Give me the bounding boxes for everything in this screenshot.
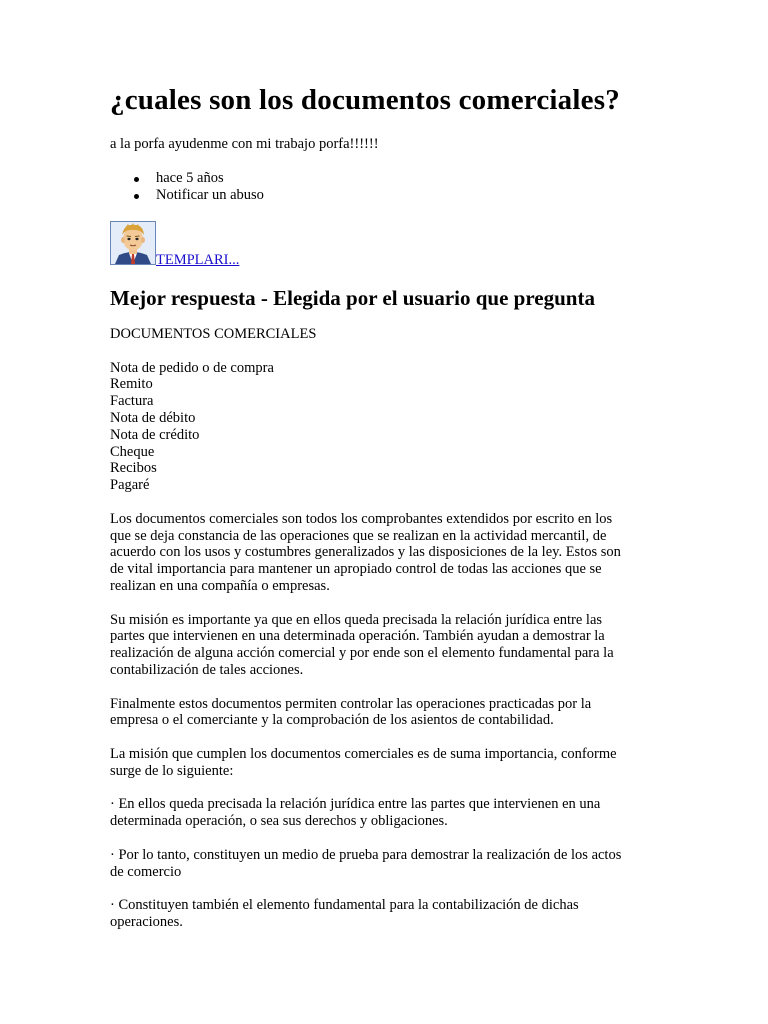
paragraph-line: partes que intervienen en una determinada operación. También ayudan a demostrar la (110, 628, 605, 645)
author-name-link[interactable]: TEMPLARI... (156, 252, 240, 268)
paragraph-line: determinada operación, o sea sus derechos y obligaciones. (110, 813, 448, 830)
paragraph-line: contabilización de tales acciones. (110, 661, 304, 678)
answer-paragraph (110, 897, 658, 931)
answer-paragraph (110, 511, 658, 595)
best-answer-body (110, 326, 658, 947)
paragraph-line: que se deja constancia de las operaciones que se realizan en la actividad mercantil, de (110, 527, 607, 544)
document-item: Factura (110, 393, 154, 410)
document-item: Recibos (110, 460, 157, 477)
paragraph-line: La misión que cumplen los documentos comerciales es de suma importancia, conforme (110, 745, 617, 762)
cartoon-man-avatar-icon[interactable] (110, 221, 156, 265)
answer-paragraph (110, 847, 658, 881)
question-details: a la porfa ayudenme con mi trabajo porfa!!!!!! (110, 136, 379, 152)
report-abuse-link[interactable]: Notificar un abuso (110, 187, 264, 204)
paragraph-line: · En ellos queda precisada la relación jurídica entre las partes que intervienen en una (110, 796, 601, 813)
paragraph-line: Finalmente estos documentos permiten controlar las operaciones practicadas por la (110, 695, 592, 712)
best-answer-heading: Mejor respuesta - Elegida por el usuario que pregunta (110, 286, 595, 310)
document-item: Nota de débito (110, 409, 196, 426)
paragraph-line: Su misión es importante ya que en ellos queda precisada la relación jurídica entre las (110, 611, 603, 628)
paragraph-line: Los documentos comerciales son todos los comprobantes extendidos por escrito en los (110, 510, 613, 527)
document-item: Nota de crédito (110, 426, 200, 443)
document-item: Nota de pedido o de compra (110, 359, 274, 376)
paragraph-line: de vital importancia para mantener un apropiado control de todas las acciones que se (110, 561, 602, 578)
document-item: Remito (110, 376, 153, 393)
paragraph-line: · Constituyen también el elemento fundamental para la contabilización de dichas (110, 897, 579, 914)
question-meta-list (110, 170, 264, 204)
answer-paragraph (110, 796, 658, 830)
paragraph-line: acuerdo con los usos y costumbres generalizados y las disposiciones de la ley. Estos son (110, 544, 621, 561)
answer-section-title: DOCUMENTOS COMERCIALES (110, 326, 317, 342)
question-title: ¿cuales son los documentos comerciales? (110, 84, 620, 116)
paragraph-line: empresa o el comerciante y la comprobación de los asientos de contabilidad. (110, 712, 554, 729)
time-ago: hace 5 años (110, 170, 264, 187)
paragraph-line: · Por lo tanto, constituyen un medio de prueba para demostrar la realización de los actos (110, 846, 622, 863)
paragraph-line: realización de alguna acción comercial y por ende son el elemento fundamental para la (110, 645, 614, 662)
paragraph-line: surge de lo siguiente: (110, 762, 234, 779)
document-list (110, 360, 658, 494)
paragraph-line: realizan en una compañía o empresas. (110, 577, 330, 594)
answer-paragraph (110, 612, 658, 679)
document-item: Pagaré (110, 477, 150, 494)
paragraph-line: operaciones. (110, 913, 183, 930)
author-block (110, 221, 410, 267)
document-item: Cheque (110, 443, 155, 460)
paragraph-line: de comercio (110, 863, 182, 880)
answer-paragraph (110, 746, 658, 780)
answer-paragraph (110, 696, 658, 730)
